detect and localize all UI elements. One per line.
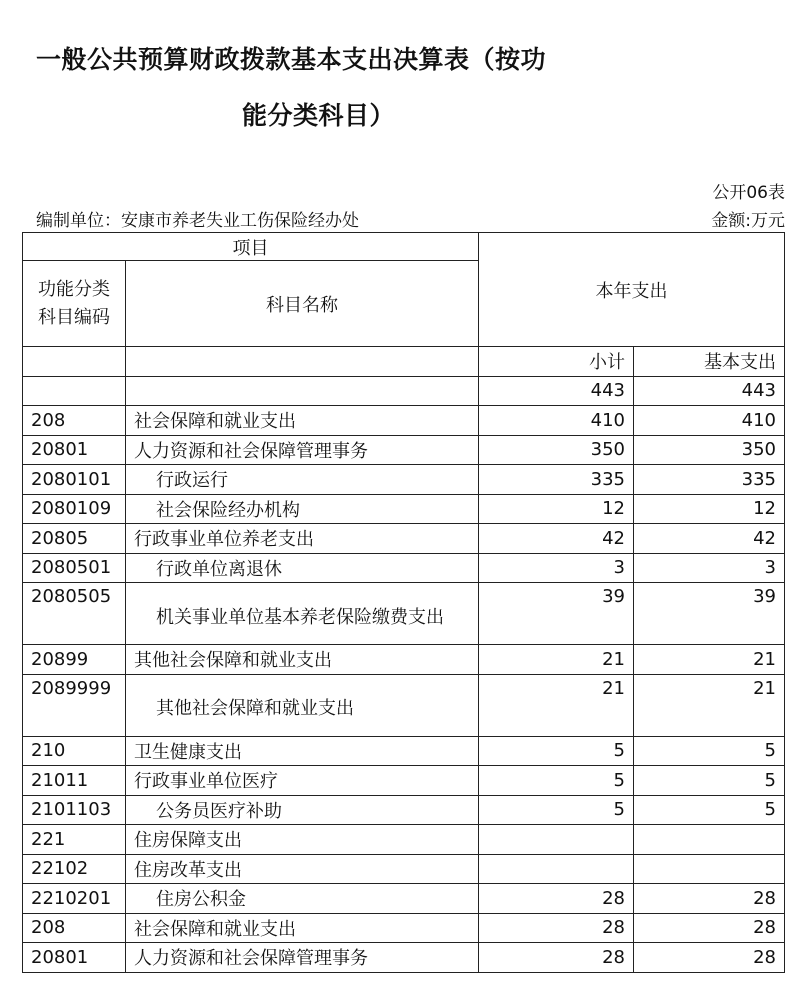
table-row (23, 943, 785, 973)
func-code-header (23, 261, 126, 347)
subtotal-cell: 28 (479, 943, 634, 973)
basic-expenditure-cell: 28 (634, 943, 785, 973)
func-code-header-line1: 功能分类 (38, 278, 110, 300)
subject-name-cell: 行政单位离退休 (126, 553, 479, 583)
table-row (23, 884, 785, 914)
subtotal-cell: 5 (479, 795, 634, 825)
func-code-cell: 210 (23, 736, 126, 766)
func-code-cell: 2080109 (23, 494, 126, 524)
total-row (23, 376, 785, 406)
subtotal-cell: 28 (479, 913, 634, 943)
func-code-cell: 2089999 (23, 674, 126, 736)
subject-name-header: 科目名称 (126, 261, 479, 347)
subtotal-cell: 3 (479, 553, 634, 583)
subject-name-cell: 行政运行 (126, 465, 479, 495)
page-title-continued: 能分类科目） (242, 101, 396, 130)
basic-expenditure-cell: 12 (634, 494, 785, 524)
page-title: 一般公共预算财政拨款基本支出决算表（按功 (36, 45, 547, 74)
table-row (23, 524, 785, 554)
project-header: 项目 (23, 233, 479, 261)
table-row (23, 583, 785, 645)
table-row (23, 674, 785, 736)
func-code-cell: 208 (23, 913, 126, 943)
subtotal-header: 小计 (479, 347, 634, 377)
total-basic: 443 (634, 376, 785, 406)
empty-cell (126, 376, 479, 406)
subtotal-cell: 335 (479, 465, 634, 495)
func-code-cell: 22102 (23, 854, 126, 884)
table-row (23, 435, 785, 465)
subject-name-cell: 社会保障和就业支出 (126, 913, 479, 943)
table-row (23, 494, 785, 524)
empty-cell (126, 347, 479, 377)
func-code-cell: 2080501 (23, 553, 126, 583)
basic-expenditure-cell (634, 854, 785, 884)
subtotal-cell (479, 825, 634, 855)
subtotal-cell: 12 (479, 494, 634, 524)
subject-name-cell: 住房改革支出 (126, 854, 479, 884)
basic-expenditure-header: 基本支出 (634, 347, 785, 377)
subject-name-cell: 社会保险经办机构 (126, 494, 479, 524)
basic-expenditure-cell: 5 (634, 795, 785, 825)
table-row (23, 854, 785, 884)
subtotal-cell: 42 (479, 524, 634, 554)
subtotal-cell: 21 (479, 645, 634, 675)
basic-expenditure-cell: 350 (634, 435, 785, 465)
basic-expenditure-cell: 3 (634, 553, 785, 583)
basic-expenditure-cell: 21 (634, 645, 785, 675)
func-code-cell: 221 (23, 825, 126, 855)
func-code-cell: 21011 (23, 766, 126, 796)
subject-name-cell: 机关事业单位基本养老保险缴费支出 (126, 583, 479, 645)
func-code-cell: 20801 (23, 943, 126, 973)
func-code-cell: 2210201 (23, 884, 126, 914)
basic-expenditure-cell (634, 825, 785, 855)
table-row (23, 645, 785, 675)
basic-expenditure-cell: 42 (634, 524, 785, 554)
subject-name-cell: 人力资源和社会保障管理事务 (126, 943, 479, 973)
table-row (23, 825, 785, 855)
func-code-cell: 20805 (23, 524, 126, 554)
subtotal-cell: 39 (479, 583, 634, 645)
func-code-cell: 2080101 (23, 465, 126, 495)
header-row-sub (23, 347, 785, 377)
current-year-header: 本年支出 (479, 233, 785, 347)
subject-name-cell: 行政事业单位医疗 (126, 766, 479, 796)
subtotal-cell: 410 (479, 406, 634, 436)
empty-cell (23, 376, 126, 406)
subject-name-cell: 住房公积金 (126, 884, 479, 914)
subtotal-cell: 350 (479, 435, 634, 465)
header-row-project (23, 233, 785, 261)
basic-expenditure-cell: 335 (634, 465, 785, 495)
table-row (23, 913, 785, 943)
basic-expenditure-cell: 5 (634, 736, 785, 766)
amount-unit-label: 金额:万元 (711, 211, 785, 231)
table-row (23, 766, 785, 796)
table-row (23, 406, 785, 436)
table-row (23, 465, 785, 495)
subject-name-cell: 社会保障和就业支出 (126, 406, 479, 436)
basic-expenditure-cell: 28 (634, 913, 785, 943)
func-code-cell: 208 (23, 406, 126, 436)
empty-cell (23, 347, 126, 377)
table-row (23, 795, 785, 825)
func-code-cell: 2080505 (23, 583, 126, 645)
subject-name-cell: 住房保障支出 (126, 825, 479, 855)
basic-expenditure-cell: 5 (634, 766, 785, 796)
func-code-cell: 2101103 (23, 795, 126, 825)
subtotal-cell: 28 (479, 884, 634, 914)
subject-name-cell: 其他社会保障和就业支出 (126, 674, 479, 736)
basic-expenditure-cell: 410 (634, 406, 785, 436)
subject-name-cell: 人力资源和社会保障管理事务 (126, 435, 479, 465)
func-code-cell: 20801 (23, 435, 126, 465)
table-row (23, 553, 785, 583)
subtotal-cell: 21 (479, 674, 634, 736)
form-number: 公开06表 (712, 183, 785, 203)
subject-name-cell: 行政事业单位养老支出 (126, 524, 479, 554)
subtotal-cell (479, 854, 634, 884)
subject-name-cell: 公务员医疗补助 (126, 795, 479, 825)
basic-expenditure-cell: 28 (634, 884, 785, 914)
basic-expenditure-cell: 39 (634, 583, 785, 645)
subject-name-cell: 卫生健康支出 (126, 736, 479, 766)
basic-expenditure-cell: 21 (634, 674, 785, 736)
expenditure-table (22, 232, 785, 973)
subject-name-cell: 其他社会保障和就业支出 (126, 645, 479, 675)
table-row (23, 736, 785, 766)
organization-label: 编制单位：安康市养老失业工伤保险经办处 (36, 211, 359, 231)
func-code-header-line2: 科目编码 (38, 306, 110, 328)
func-code-cell: 20899 (23, 645, 126, 675)
total-subtotal: 443 (479, 376, 634, 406)
subtotal-cell: 5 (479, 736, 634, 766)
subtotal-cell: 5 (479, 766, 634, 796)
